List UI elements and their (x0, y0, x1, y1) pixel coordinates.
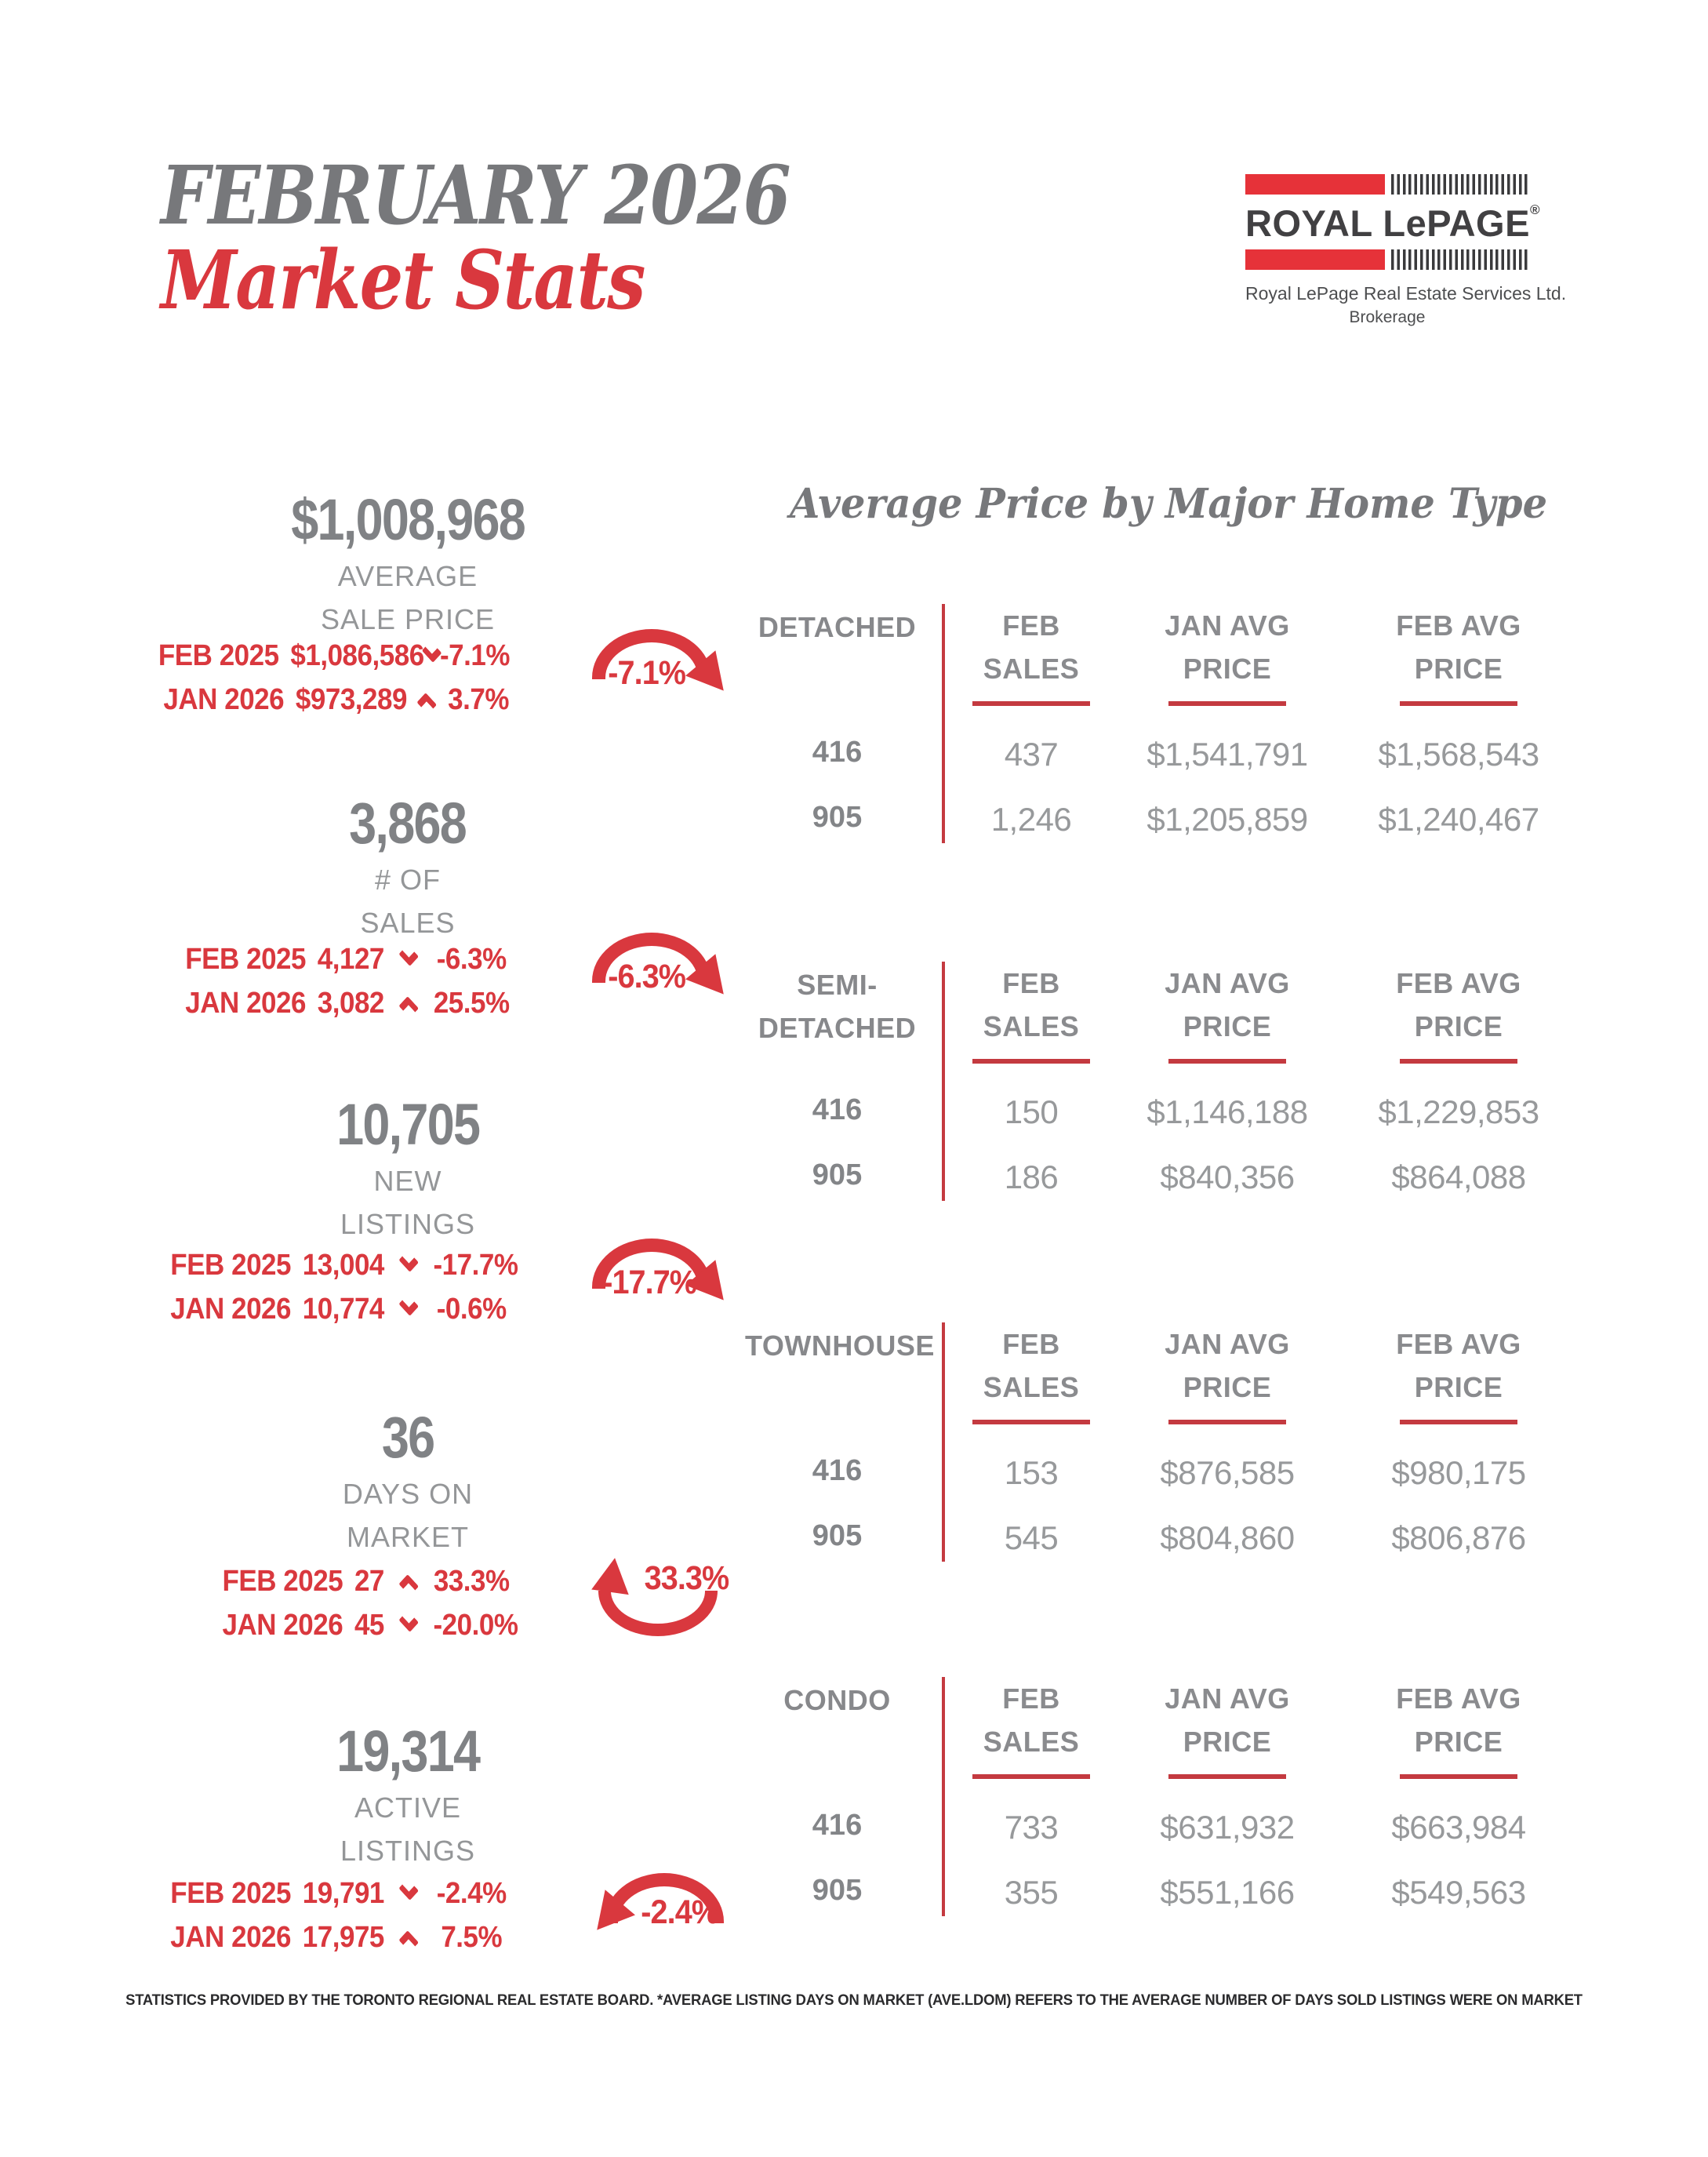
header-underline (1400, 1774, 1517, 1779)
comparison-rows (133, 939, 510, 1027)
chevron-down-icon (398, 1879, 419, 1901)
header-underline (1168, 1774, 1286, 1779)
stat-label: NEW LISTINGS (340, 1165, 476, 1240)
header-underline (1400, 1420, 1517, 1424)
comparison-row: JAN 2026 10,774 -0.6% (170, 1292, 507, 1326)
barcode-stripes-icon (1391, 249, 1529, 270)
trend-arrow-down-icon: -2.4% (592, 1867, 745, 1957)
comparison-row: FEB 2025 13,004 -17.7% (170, 1248, 518, 1282)
column-header-jan-avg-price: JAN AVG PRICE (1129, 962, 1325, 1064)
logo-bottom-row (1245, 249, 1529, 270)
table-row: 905 186 $840,356 $864,088 (812, 1159, 1526, 1195)
column-header-feb-sales: FEB SALES (961, 604, 1102, 706)
barcode-stripes-icon (1391, 174, 1529, 195)
price-table-semi-detached (745, 962, 1592, 1206)
stat-value: 19,314 (336, 1719, 480, 1784)
home-type-label: DETACHED (758, 611, 917, 643)
table-row: 416 150 $1,146,188 $1,229,853 (812, 1093, 1539, 1130)
table-row: 905 545 $804,860 $806,876 (812, 1519, 1526, 1556)
chevron-down-icon (398, 944, 419, 966)
home-type-label: TOWNHOUSE (745, 1329, 935, 1362)
chevron-down-icon (398, 1610, 419, 1632)
chevron-down-icon (398, 1294, 419, 1316)
comparison-rows (133, 635, 510, 723)
logo-red-bar (1245, 174, 1385, 195)
stat-average-sale-price (133, 486, 733, 745)
stat-value: 10,705 (336, 1092, 480, 1157)
comparison-row: JAN 2026 3,082 25.5% (185, 986, 510, 1020)
stat-label: AVERAGE SALE PRICE (320, 560, 496, 635)
column-header-jan-avg-price: JAN AVG PRICE (1129, 1677, 1325, 1779)
table-row: 416 733 $631,932 $663,984 (812, 1809, 1526, 1846)
chevron-up-icon (398, 996, 419, 1018)
comparison-row: FEB 2025 19,791 -2.4% (170, 1876, 507, 1910)
section-title: Average Price by Major Home Type (789, 480, 1548, 528)
logo-brand-text: ROYAL LePAGE (1245, 202, 1530, 244)
comparison-rows (133, 1245, 518, 1333)
comparison-row: JAN 2026 $973,289 3.7% (163, 682, 510, 716)
header-underline (972, 1774, 1090, 1779)
stat-active-listings (133, 1718, 733, 1977)
comparison-rows (133, 1561, 518, 1649)
trend-arrow-down-icon: -17.7% (592, 1239, 745, 1329)
column-header-jan-avg-price: JAN AVG PRICE (1129, 604, 1325, 706)
stat-label: ACTIVE LISTINGS (340, 1791, 476, 1867)
table-row: 905 1,246 $1,205,859 $1,240,467 (812, 801, 1539, 838)
column-header-feb-avg-price: FEB AVG PRICE (1361, 604, 1557, 706)
stat-label: # OF SALES (360, 864, 456, 939)
trend-arrow-up-icon: 33.3% (592, 1555, 745, 1645)
stat-new-listings (133, 1091, 733, 1350)
trend-arrow-down-icon: -7.1% (592, 629, 745, 719)
table-row: 416 437 $1,541,791 $1,568,543 (812, 736, 1539, 773)
chevron-down-icon (398, 1250, 419, 1272)
logo-brokerage-caption: Brokerage (1349, 308, 1426, 326)
comparison-row: FEB 2025 $1,086,586 -7.1% (158, 638, 510, 672)
column-header-feb-sales: FEB SALES (961, 962, 1102, 1064)
header-underline (1168, 701, 1286, 706)
column-header-feb-sales: FEB SALES (961, 1322, 1102, 1424)
header-underline (972, 701, 1090, 706)
comparison-rows (133, 1873, 510, 1961)
column-header-jan-avg-price: JAN AVG PRICE (1129, 1322, 1325, 1424)
header-underline (1168, 1420, 1286, 1424)
column-header-feb-sales: FEB SALES (961, 1677, 1102, 1779)
column-header-feb-avg-price: FEB AVG PRICE (1361, 962, 1557, 1064)
header-underline (972, 1420, 1090, 1424)
column-header-feb-avg-price: FEB AVG PRICE (1361, 1322, 1557, 1424)
home-type-label: SEMI- DETACHED (758, 969, 917, 1044)
stat-value: 3,868 (349, 791, 467, 856)
disclaimer-text: STATISTICS PROVIDED BY THE TORONTO REGIONAL REAL ESTATE BOARD. *AVERAGE LISTING DAYS ON MARKET (AVE.LDOM) REFERS TO THE AVERAGE NUMBER OF DAYS SOLD LISTINGS WERE ON MARKET (125, 1992, 1583, 2009)
stat-days-on-market (133, 1404, 733, 1663)
chevron-up-icon (398, 1930, 419, 1952)
home-type-label: CONDO (783, 1684, 891, 1716)
page-title-month: FEBRUARY 2026 (161, 148, 790, 243)
royal-lepage-logo (1245, 174, 1567, 327)
stat-value: $1,008,968 (291, 487, 525, 552)
stat-label: DAYS ON MARKET (342, 1478, 474, 1553)
registered-trademark-icon: ® (1529, 202, 1540, 217)
price-table-condo (745, 1677, 1592, 1922)
comparison-row: FEB 2025 4,127 -6.3% (185, 942, 507, 976)
chevron-up-icon (417, 693, 438, 715)
comparison-row: FEB 2025 27 33.3% (222, 1564, 510, 1598)
logo-red-bar (1245, 249, 1385, 270)
logo-company-caption: Royal LePage Real Estate Services Ltd. (1245, 283, 1567, 304)
price-table-townhouse (745, 1322, 1592, 1567)
table-row: 905 355 $551,166 $549,563 (812, 1874, 1526, 1911)
price-table-detached (745, 604, 1592, 849)
column-header-feb-avg-price: FEB AVG PRICE (1361, 1677, 1557, 1779)
stat-number-of-sales (133, 790, 733, 1049)
header-underline (1400, 1059, 1517, 1064)
chevron-up-icon (398, 1574, 419, 1596)
table-row: 416 153 $876,585 $980,175 (812, 1454, 1526, 1491)
page-title-subtitle: Market Stats (161, 233, 645, 329)
comparison-row: JAN 2026 45 -20.0% (222, 1608, 518, 1642)
stat-value: 36 (381, 1405, 434, 1470)
logo-top-row (1245, 174, 1529, 195)
header-underline (972, 1059, 1090, 1064)
page-title (161, 148, 790, 329)
trend-arrow-down-icon: -6.3% (592, 933, 745, 1023)
header-underline (1400, 701, 1517, 706)
chevron-down-icon (422, 641, 442, 663)
header-underline (1168, 1059, 1286, 1064)
comparison-row: JAN 2026 17,975 7.5% (170, 1920, 503, 1954)
logo-brand-name (1245, 202, 1540, 244)
